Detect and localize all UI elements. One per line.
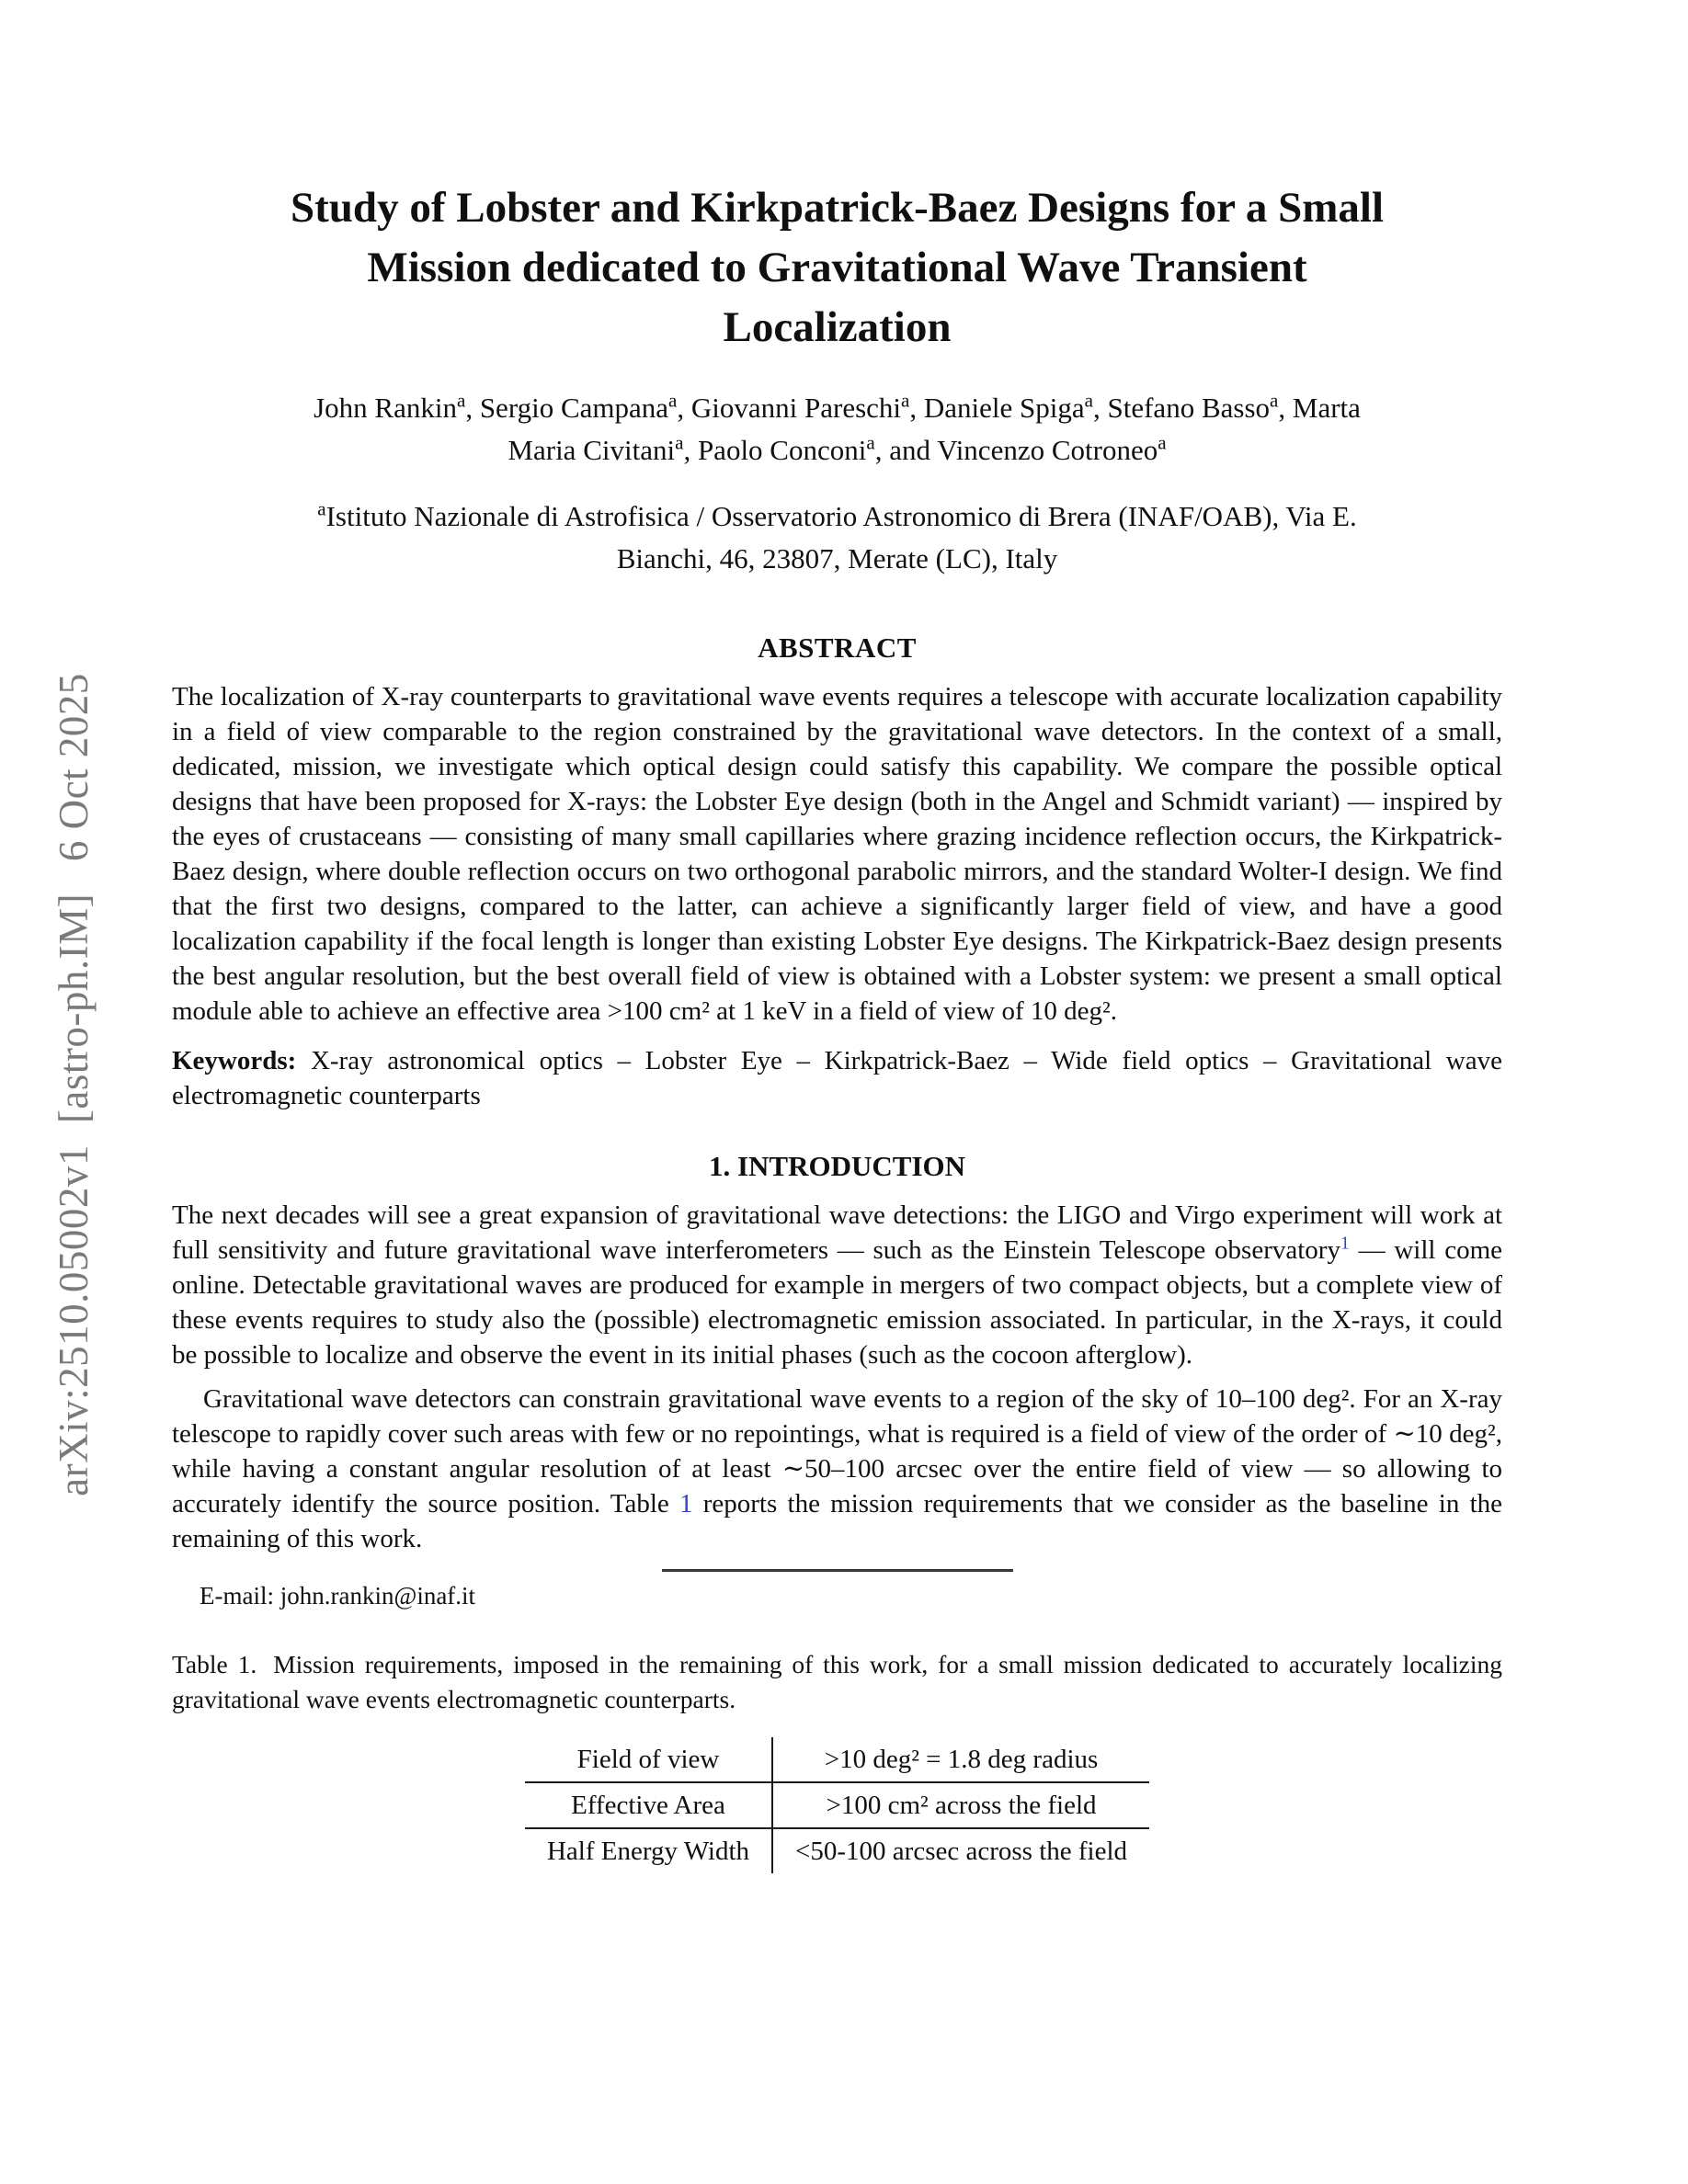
keywords-text: X-ray astronomical optics – Lobster Eye – Kirkpatrick-Baez – Wide field optics – Gravitational wave electromagnetic counterparts (172, 1046, 1502, 1110)
table-cell-value: >10 deg² = 1.8 deg radius (772, 1737, 1149, 1782)
author-line-1 (172, 387, 1502, 429)
citation-link-1[interactable]: 1 (1340, 1233, 1350, 1254)
affiliation-text: Istituto Nazionale di Astrofisica / Osservatorio Astronomico di Brera (INAF/OAB), Via E. (325, 500, 1357, 532)
table-row (525, 1737, 1149, 1782)
author-name: Maria Civitani (508, 434, 676, 466)
table-1-caption (172, 1647, 1502, 1717)
author-name: , Giovanni Pareschi (677, 392, 902, 424)
table-row (525, 1828, 1149, 1873)
footnote-rule (662, 1569, 1013, 1572)
paragraph-text: — will come online. Detectable gravitational waves are produced for example in mergers of two compact objects, but a complete view of these events requires to study also the (possible) electromagnetic emission associated. In particular, in the X-rays, it could be possible to localize and observe the event in its initial phases (such as the cocoon afterglow). (172, 1235, 1503, 1370)
table-caption-label: Table 1. (172, 1650, 257, 1678)
title-line-2: Mission dedicated to Gravitational Wave Transient (367, 244, 1307, 291)
affil-mark: a (1270, 389, 1279, 412)
mission-requirements-table (525, 1737, 1149, 1873)
author-name: John Rankin (314, 392, 457, 424)
keywords (172, 1043, 1502, 1113)
abstract-heading: ABSTRACT (758, 631, 917, 664)
author-name: , Paolo Conconi (683, 434, 867, 466)
author-name: , and Vincenzo Cotroneo (874, 434, 1158, 466)
table-row (525, 1782, 1149, 1828)
author-line-2 (172, 429, 1502, 472)
table-cell-parameter: Field of view (525, 1737, 772, 1782)
paper-content (172, 178, 1502, 1873)
affil-mark: a (901, 389, 910, 412)
affiliation (172, 495, 1502, 580)
affil-mark: a (456, 389, 466, 412)
keywords-label: Keywords: (172, 1046, 297, 1075)
author-name: , Marta (1278, 392, 1361, 424)
affil-mark: a (317, 497, 326, 520)
footnote-email: E-mail: john.rankin@inaf.it (200, 1582, 476, 1610)
table-caption-text: Mission requirements, imposed in the remaining of this work, for a small mission dedicated to accurately localizing gravitational wave events electromagnetic counterparts. (172, 1650, 1502, 1713)
paragraph-text: reports the mission requirements that we consider as the baseline in the remaining of this work. (172, 1489, 1503, 1553)
table-1-link[interactable]: 1 (679, 1489, 693, 1519)
paragraph-text: The next decades will see a great expansion of gravitational wave detections: the LIGO and Virgo experiment will work at full sensitivity and future gravitational wave interferometers — such as the Einstein Telescope observatory (172, 1200, 1502, 1265)
affiliation-line-2: Bianchi, 46, 23807, Merate (LC), Italy (616, 542, 1058, 574)
affil-mark: a (866, 431, 875, 454)
affil-mark: a (675, 431, 684, 454)
affil-mark: a (668, 389, 678, 412)
title-line-1: Study of Lobster and Kirkpatrick-Baez Designs for a Small (291, 184, 1384, 232)
intro-paragraph-2 (172, 1382, 1502, 1556)
author-name: , Daniele Spiga (909, 392, 1085, 424)
author-list (172, 387, 1502, 472)
paragraph-text: Gravitational wave detectors can constrain gravitational wave events to a region of the sky of 10–100 deg². For an X-ray telescope to rapidly cover such areas with few or no repointings, what is required is a field of view of the order of ∼10 deg², while having a constant angular resolution of at least ∼50–100 arcsec over the entire field of view — so allowing to accurately identify the source position. Table (172, 1384, 1502, 1519)
table-cell-value: <50-100 arcsec across the field (795, 1837, 1128, 1866)
table-cell-parameter: Effective Area (525, 1782, 772, 1828)
author-name: , Stefano Basso (1093, 392, 1271, 424)
affiliation-line-1 (172, 495, 1502, 538)
abstract-text: The localization of X-ray counterparts to gravitational wave events requires a telescope with accurate localization capability in a field of view comparable to the region constrained by the gravitational wave detectors. In the context of a small, dedicated, mission, we investigate which optical design could satisfy this capability. We compare the possible optical designs that have been proposed for X-rays: the Lobster Eye design (both in the Angel and Schmidt variant) — inspired by the eyes of crustaceans — consisting of many small capillaries where grazing incidence reflection occurs, the Kirkpatrick-Baez design, where double reflection occurs on two orthogonal parabolic mirrors, and the standard Wolter-I design. We find that the first two designs, compared to the latter, can achieve a significantly larger field of view, and have a good localization capability if the focal length is longer than existing Lobster Eye designs. The Kirkpatrick-Baez design presents the best angular resolution, but the best overall field of view is obtained with a Lobster system: we present a small optical module able to achieve an effective area >100 cm² at 1 keV in a field of view of 10 deg². (172, 682, 1502, 1026)
affil-mark: a (1158, 431, 1167, 454)
table-cell-parameter: Half Energy Width (525, 1828, 772, 1873)
arxiv-watermark: arXiv:2510.05002v1 [astro-ph.IM] 6 Oct 2025 (51, 673, 97, 1496)
intro-paragraph-1 (172, 1198, 1502, 1372)
paper-title (172, 178, 1502, 358)
table-cell-value: >100 cm² across the field (772, 1782, 1149, 1828)
author-name: , Sergio Campana (465, 392, 669, 424)
affil-mark: a (1084, 389, 1093, 412)
section-heading-introduction: 1. INTRODUCTION (708, 1150, 966, 1182)
title-line-3: Localization (723, 303, 952, 351)
